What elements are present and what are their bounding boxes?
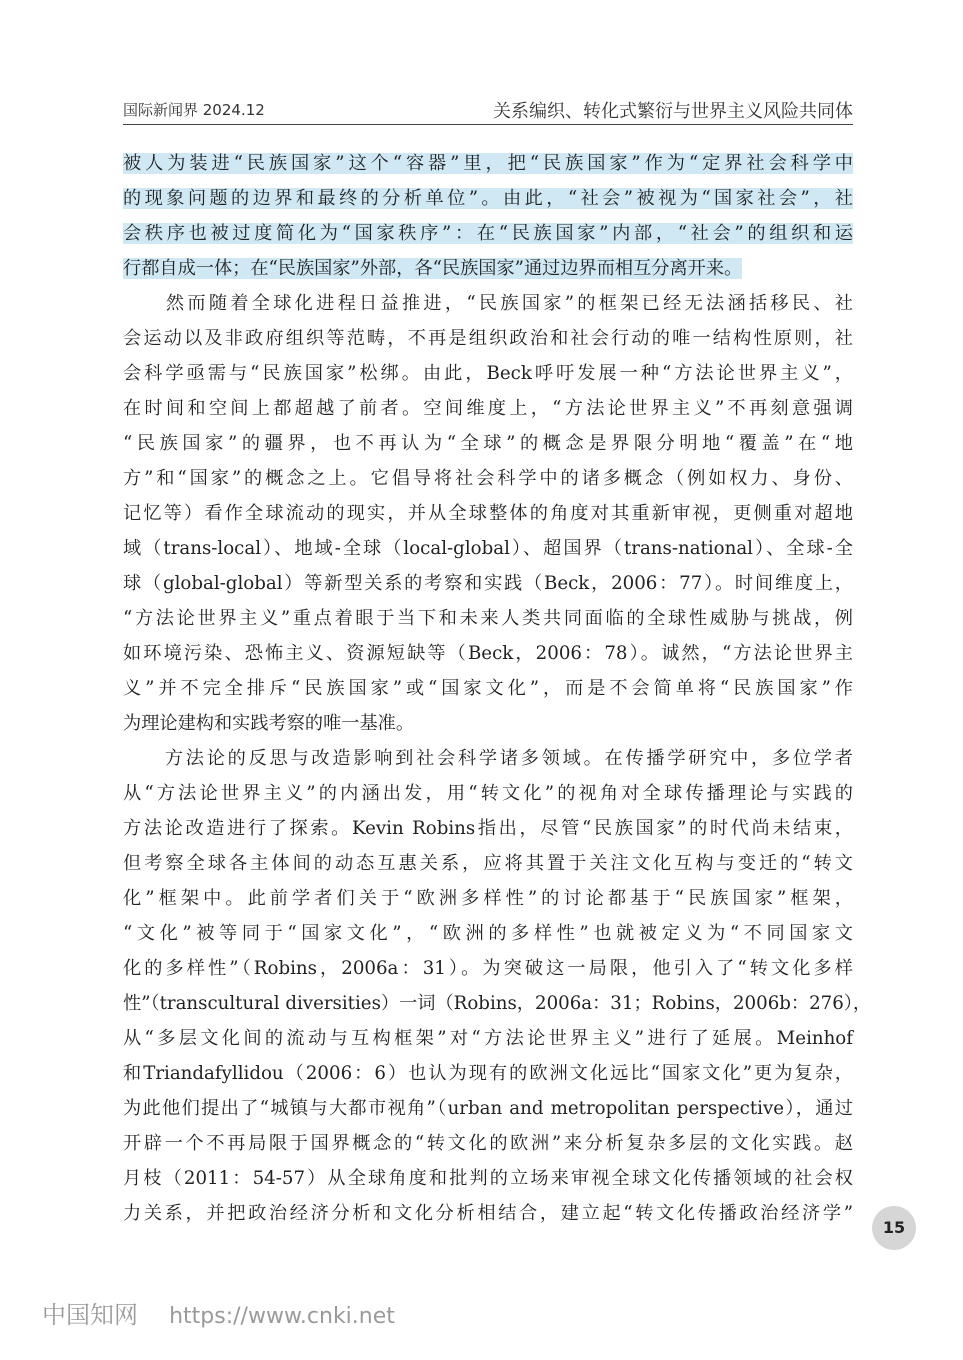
article-body	[123, 146, 872, 1231]
text-line: 为此他们提出了“城镇与大都市视角”（urban and metropolitan perspective），通过	[123, 1098, 853, 1119]
text-line: “民族国家”的疆界，也不再认为“全球”的概念是界限分明地“覆盖”在“地	[123, 433, 853, 454]
text-line: 和Triandafyllidou（2006：6）也认为现有的欧洲文化远比“国家文化”更为复杂，	[123, 1063, 853, 1084]
text-line: 力关系，并把政治经济分析和文化分析相结合，建立起“转文化传播政治经济学”	[123, 1203, 853, 1224]
text-line: 化的多样性”（Robins，2006a：31）。为突破这一局限，他引入了“转文化多样	[123, 958, 853, 979]
text-line: 域（trans-local）、地域-全球（local-global）、超国界（trans-national）、全球-全	[123, 538, 853, 559]
text-line: 方法论改造进行了探索。Kevin Robins指出，尽管“民族国家”的时代尚未结束，	[123, 818, 853, 839]
text-line: 月枝（2011：54-57）从全球角度和批判的立场来审视全球文化传播领域的社会权	[123, 1168, 853, 1189]
watermark-name: 中国知网	[42, 1301, 138, 1329]
text-line: 性”（transcultural diversities）一词（Robins，2006a：31；Robins，2006b：276），	[123, 993, 872, 1014]
text-line: “方法论世界主义”重点着眼于当下和未来人类共同面临的全球性威胁与挑战，例	[123, 608, 853, 629]
text-line: 从“方法论世界主义”的内涵出发，用“转文化”的视角对全球传播理论与实践的	[123, 783, 853, 804]
article-title: 关系编织、转化式繁衍与世界主义风险共同体	[493, 101, 853, 122]
paragraph-methodological-cosmopolitanism	[123, 286, 853, 741]
text-line: 但考察全球各主体间的动态互惠关系，应将其置于关注文化互构与变迁的“转文	[123, 853, 853, 874]
text-line: 会科学亟需与“民族国家”松绑。由此，Beck呼吁发展一种“方法论世界主义”，	[123, 363, 853, 384]
text-line: 开辟一个不再局限于国界概念的“转文化的欧洲”来分析复杂多层的文化实践。赵	[123, 1133, 853, 1154]
text-line: 义”并不完全排斥“民族国家”或“国家文化”，而是不会简单将“民族国家”作	[123, 678, 853, 699]
text-line: 在时间和空间上都超越了前者。空间维度上，“方法论世界主义”不再刻意强调	[123, 398, 853, 419]
text-line: 方”和“国家”的概念之上。它倡导将社会科学中的诸多概念（例如权力、身份、	[123, 468, 853, 489]
page-number-badge: 15	[872, 1206, 916, 1250]
journal-issue: 国际新闻界 2024.12	[123, 101, 265, 119]
text-line: 从“多层文化间的流动与互构框架”对“方法论世界主义”进行了延展。Meinhof	[123, 1028, 853, 1049]
running-header	[123, 96, 853, 125]
paragraph-transcultural	[123, 741, 872, 1231]
text-line: 被人为装进“民族国家”这个“容器”里，把“民族国家”作为“定界社会科学中	[123, 153, 853, 174]
text-line: 会运动以及非政府组织等范畴，不再是组织政治和社会行动的唯一结构性原则，社	[123, 328, 853, 349]
text-line: 会秩序也被过度简化为“国家秩序”：在“民族国家”内部，“社会”的组织和运	[123, 223, 853, 244]
text-line: 球（global-global）等新型关系的考察和实践（Beck，2006：77）。时间维度上，	[123, 573, 853, 594]
watermark-url: https://www.cnki.net	[169, 1304, 395, 1329]
text-line: 记忆等）看作全球流动的现实，并从全球整体的角度对其重新审视，更侧重对超地	[123, 503, 853, 524]
text-line: 然而随着全球化进程日益推进，“民族国家”的框架已经无法涵括移民、社	[123, 293, 853, 314]
text-line: 的现象问题的边界和最终的分析单位”。由此，“社会”被视为“国家社会”，社	[123, 188, 853, 209]
text-line: 为理论建构和实践考察的唯一基准。	[123, 713, 415, 734]
text-line: 行都自成一体；在“民族国家”外部，各“民族国家”通过边界而相互分离开来。	[123, 258, 743, 279]
text-line: 方法论的反思与改造影响到社会科学诸多领域。在传播学研究中，多位学者	[123, 748, 853, 769]
text-line: 化”框架中。此前学者们关于“欧洲多样性”的讨论都基于“民族国家”框架，	[123, 888, 853, 909]
cnki-watermark	[42, 1295, 395, 1330]
text-line: “文化”被等同于“国家文化”，“欧洲的多样性”也就被定义为“不同国家文	[123, 923, 853, 944]
highlighted-passage	[123, 146, 853, 286]
text-line: 如环境污染、恐怖主义、资源短缺等（Beck，2006：78）。诚然，“方法论世界主	[123, 643, 853, 664]
